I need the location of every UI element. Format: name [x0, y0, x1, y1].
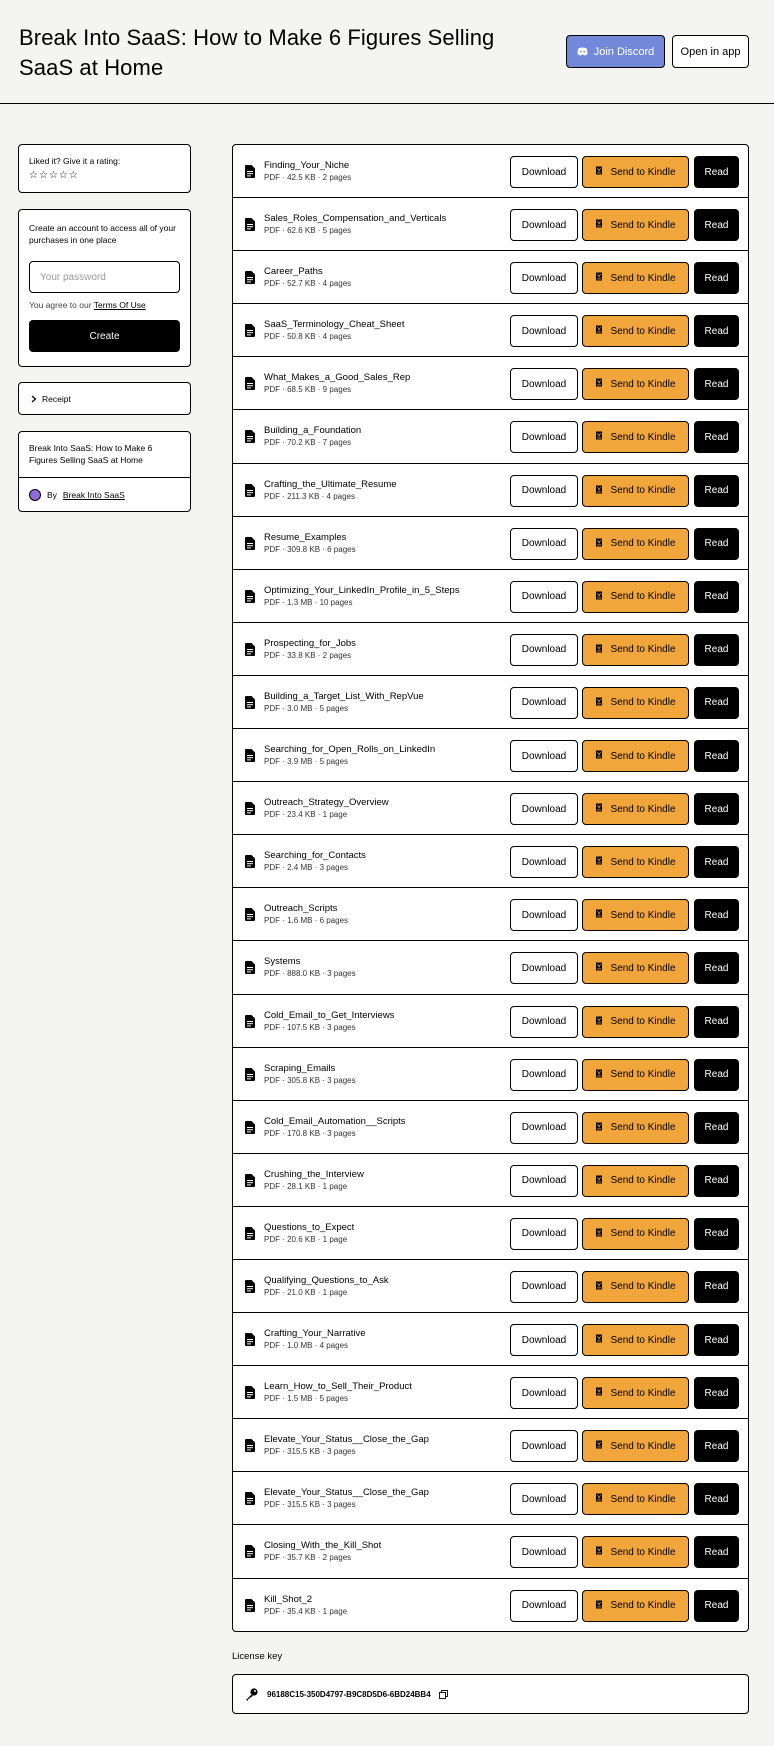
- kindle-icon: [595, 1175, 603, 1187]
- file-meta: PDF · 23.4 KB · 1 page: [264, 810, 348, 820]
- file-icon: [245, 1439, 255, 1452]
- file-row: [233, 835, 748, 888]
- download-button[interactable]: Download: [510, 687, 578, 719]
- send-to-kindle-button[interactable]: [582, 687, 689, 719]
- read-button[interactable]: Read: [694, 846, 739, 878]
- file-name: Career_Paths: [264, 266, 323, 278]
- send-to-kindle-label: Send to Kindle: [610, 591, 676, 603]
- file-meta: PDF · 21.0 KB · 1 page: [264, 1287, 348, 1297]
- send-to-kindle-label: Send to Kindle: [610, 750, 676, 762]
- file-row: [233, 623, 748, 676]
- file-icon: [245, 1068, 255, 1081]
- download-button[interactable]: Download: [510, 1324, 578, 1356]
- send-to-kindle-label: Send to Kindle: [610, 1281, 676, 1293]
- file-icon: [245, 218, 255, 231]
- terms-of-use-link[interactable]: Terms Of Use: [93, 300, 146, 310]
- download-button[interactable]: Download: [510, 1218, 578, 1250]
- discord-icon: [577, 47, 588, 56]
- file-row: [233, 1579, 748, 1632]
- file-name: SaaS_Terminology_Cheat_Sheet: [264, 319, 405, 331]
- file-row: [233, 1154, 748, 1207]
- download-button[interactable]: Download: [510, 846, 578, 878]
- send-to-kindle-button[interactable]: [582, 1218, 689, 1250]
- read-button[interactable]: Read: [694, 1377, 739, 1409]
- read-button[interactable]: Read: [694, 793, 739, 825]
- chevron-right-icon: [31, 395, 37, 403]
- download-button[interactable]: Download: [510, 1112, 578, 1144]
- file-meta: PDF · 1.0 MB · 4 pages: [264, 1341, 349, 1351]
- download-button[interactable]: Download: [510, 368, 578, 400]
- file-icon: [245, 1121, 255, 1134]
- send-to-kindle-label: Send to Kindle: [610, 1493, 676, 1505]
- read-button[interactable]: Read: [694, 581, 739, 613]
- file-row: [233, 357, 748, 410]
- file-row: [233, 517, 748, 570]
- file-name: Elevate_Your_Status__Close_the_Gap: [264, 1434, 429, 1446]
- send-to-kindle-button[interactable]: [582, 740, 689, 772]
- page-title: Break Into SaaS: How to Make 6 Figures Selling SaaS at Home: [19, 25, 495, 80]
- file-row: [233, 251, 748, 304]
- file-icon: [245, 1333, 255, 1346]
- read-button[interactable]: Read: [694, 1112, 739, 1144]
- file-row: [233, 995, 748, 1048]
- download-button[interactable]: Download: [510, 581, 578, 613]
- kindle-icon: [595, 1016, 603, 1028]
- kindle-icon: [595, 166, 603, 178]
- file-icon: [245, 643, 255, 656]
- file-icon: [245, 165, 255, 178]
- send-to-kindle-label: Send to Kindle: [610, 1387, 676, 1399]
- kindle-icon: [595, 1281, 603, 1293]
- file-row: [233, 1366, 748, 1419]
- send-to-kindle-button[interactable]: [582, 899, 689, 931]
- kindle-icon: [595, 1228, 603, 1240]
- receipt-toggle[interactable]: [18, 382, 191, 415]
- download-button[interactable]: Download: [510, 1536, 578, 1568]
- product-title: Break Into SaaS: How to Make 6 Figures Selling SaaS at Home: [29, 443, 153, 465]
- send-to-kindle-button[interactable]: [582, 315, 689, 347]
- file-icon: [245, 1386, 255, 1399]
- read-button[interactable]: Read: [694, 1590, 739, 1622]
- read-button[interactable]: Read: [694, 262, 739, 294]
- file-row: [233, 304, 748, 357]
- file-icon: [245, 537, 255, 550]
- download-button[interactable]: Download: [510, 740, 578, 772]
- file-meta: PDF · 50.8 KB · 4 pages: [264, 332, 352, 342]
- read-button[interactable]: Read: [694, 1006, 739, 1038]
- file-icon: [245, 324, 255, 337]
- read-button[interactable]: Read: [694, 528, 739, 560]
- header: [0, 0, 774, 104]
- file-meta: PDF · 315.5 KB · 3 pages: [264, 1447, 356, 1457]
- download-button[interactable]: Download: [510, 1059, 578, 1091]
- avatar: [29, 489, 41, 501]
- kindle-icon: [595, 697, 603, 709]
- send-to-kindle-button[interactable]: [582, 1059, 689, 1091]
- file-meta: PDF · 35.7 KB · 2 pages: [264, 1553, 352, 1563]
- file-row: [233, 198, 748, 251]
- send-to-kindle-button[interactable]: [582, 368, 689, 400]
- send-to-kindle-label: Send to Kindle: [610, 325, 676, 337]
- kindle-icon: [595, 431, 603, 443]
- file-icon: [245, 377, 255, 390]
- file-meta: PDF · 20.6 KB · 1 page: [264, 1234, 348, 1244]
- download-button[interactable]: Download: [510, 1271, 578, 1303]
- send-to-kindle-label: Send to Kindle: [610, 644, 676, 656]
- send-to-kindle-label: Send to Kindle: [610, 1546, 676, 1558]
- download-button[interactable]: Download: [510, 156, 578, 188]
- read-button[interactable]: Read: [694, 687, 739, 719]
- kindle-icon: [595, 750, 603, 762]
- file-name: Learn_How_to_Sell_Their_Product: [264, 1381, 412, 1393]
- file-icon: [245, 802, 255, 815]
- send-to-kindle-label: Send to Kindle: [610, 856, 676, 868]
- file-row: [233, 464, 748, 517]
- file-icon: [245, 749, 255, 762]
- read-button[interactable]: Read: [694, 368, 739, 400]
- file-name: Questions_to_Expect: [264, 1221, 355, 1233]
- file-name: Cold_Email_to_Get_Interviews: [264, 1009, 395, 1021]
- join-discord-label: Join Discord: [593, 45, 655, 58]
- send-to-kindle-label: Send to Kindle: [610, 431, 676, 443]
- read-button[interactable]: Read: [694, 952, 739, 984]
- file-meta: PDF · 52.7 KB · 4 pages: [264, 279, 352, 289]
- file-icon: [245, 1280, 255, 1293]
- file-name: Prospecting_for_Jobs: [264, 637, 356, 649]
- download-button[interactable]: Download: [510, 952, 578, 984]
- star-icon[interactable]: ☆: [38, 170, 48, 181]
- read-button[interactable]: Read: [694, 475, 739, 507]
- license-key-label: License key: [232, 1651, 283, 1662]
- kindle-icon: [595, 325, 603, 337]
- read-button[interactable]: Read: [694, 899, 739, 931]
- file-name: Systems: [264, 956, 301, 968]
- kindle-icon: [595, 1440, 603, 1452]
- send-to-kindle-button[interactable]: [582, 475, 689, 507]
- file-meta: PDF · 1.5 MB · 5 pages: [264, 1394, 349, 1404]
- kindle-icon: [595, 591, 603, 603]
- send-to-kindle-button[interactable]: [582, 1324, 689, 1356]
- kindle-icon: [595, 909, 603, 921]
- send-to-kindle-button[interactable]: [582, 581, 689, 613]
- kindle-icon: [595, 1069, 603, 1081]
- file-name: Crushing_the_Interview: [264, 1168, 364, 1180]
- file-name: Finding_Your_Niche: [264, 160, 350, 171]
- file-icon: [245, 855, 255, 868]
- send-to-kindle-label: Send to Kindle: [610, 1069, 676, 1081]
- send-to-kindle-label: Send to Kindle: [610, 1334, 676, 1346]
- file-icon: [245, 590, 255, 603]
- open-in-app-button[interactable]: Open in app: [672, 35, 749, 68]
- file-icon: [245, 430, 255, 443]
- file-meta: PDF · 42.5 KB · 2 pages: [264, 173, 352, 182]
- send-to-kindle-label: Send to Kindle: [610, 485, 676, 497]
- file-icon: [245, 1227, 255, 1240]
- download-button[interactable]: Download: [510, 262, 578, 294]
- file-meta: PDF · 3.0 MB · 5 pages: [264, 703, 349, 713]
- file-name: Cold_Email_Automation__Scripts: [264, 1115, 406, 1127]
- product-card: [18, 431, 191, 512]
- file-meta: PDF · 211.3 KB · 4 pages: [264, 491, 356, 501]
- kindle-icon: [595, 1387, 603, 1399]
- file-name: Elevate_Your_Status__Close_the_Gap: [264, 1487, 429, 1499]
- read-button[interactable]: Read: [694, 209, 739, 241]
- send-to-kindle-label: Send to Kindle: [610, 1122, 676, 1134]
- file-name: Crafting_Your_Narrative: [264, 1328, 366, 1340]
- file-icon: [245, 1015, 255, 1028]
- star-icon[interactable]: ☆: [29, 170, 38, 181]
- read-button[interactable]: Read: [694, 1218, 739, 1250]
- read-button[interactable]: Read: [694, 634, 739, 666]
- file-name: Resume_Examples: [264, 531, 347, 543]
- file-row: [233, 1207, 748, 1260]
- read-button[interactable]: Read: [694, 1059, 739, 1091]
- file-name: What_Makes_a_Good_Sales_Rep: [264, 372, 411, 384]
- file-name: Closing_With_the_Kill_Shot: [264, 1540, 382, 1552]
- file-row: [233, 1472, 748, 1525]
- read-button[interactable]: Read: [694, 1271, 739, 1303]
- file-icon: [245, 484, 255, 497]
- file-row: [233, 570, 748, 623]
- file-row: [233, 888, 748, 941]
- kindle-icon: [595, 1493, 603, 1505]
- send-to-kindle-button[interactable]: [582, 1377, 689, 1409]
- download-button[interactable]: Download: [510, 899, 578, 931]
- send-to-kindle-button[interactable]: [582, 634, 689, 666]
- product-author: [19, 477, 190, 512]
- star-icon[interactable]: ☆: [48, 170, 58, 181]
- file-meta: PDF · 888.0 KB · 3 pages: [264, 969, 356, 979]
- file-meta: PDF · 1.6 MB · 6 pages: [264, 916, 349, 926]
- kindle-icon: [595, 1334, 603, 1346]
- agree-prefix: You agree to our: [29, 300, 92, 310]
- send-to-kindle-label: Send to Kindle: [610, 1600, 676, 1612]
- read-button[interactable]: Read: [694, 1324, 739, 1356]
- license-key-value: 96188C15-350D4797-B9C8D5D6-6BD24BB4: [267, 1689, 431, 1699]
- copy-icon[interactable]: [439, 1690, 448, 1699]
- send-to-kindle-label: Send to Kindle: [610, 803, 676, 815]
- download-button[interactable]: Download: [510, 1006, 578, 1038]
- file-icon: [245, 1545, 255, 1558]
- file-row: [233, 729, 748, 782]
- send-to-kindle-button[interactable]: [582, 793, 689, 825]
- kindle-icon: [595, 1546, 603, 1558]
- star-rating[interactable]: [29, 170, 180, 181]
- download-button[interactable]: Download: [510, 315, 578, 347]
- send-to-kindle-button[interactable]: [582, 1590, 689, 1622]
- file-row: [233, 941, 748, 994]
- kindle-icon: [595, 219, 603, 231]
- send-to-kindle-label: Send to Kindle: [610, 962, 676, 974]
- file-row: [233, 1260, 748, 1313]
- file-meta: PDF · 28.1 KB · 1 page: [264, 1181, 348, 1191]
- read-button[interactable]: Read: [694, 1165, 739, 1197]
- send-to-kindle-button[interactable]: [582, 209, 689, 241]
- send-to-kindle-button[interactable]: [582, 952, 689, 984]
- file-icon: [245, 908, 255, 921]
- download-button[interactable]: Download: [510, 634, 578, 666]
- file-name: Sales_Roles_Compensation_and_Verticals: [264, 213, 447, 225]
- file-meta: PDF · 33.8 KB · 2 pages: [264, 650, 352, 660]
- receipt-label: Receipt: [42, 393, 71, 404]
- file-row: [233, 410, 748, 463]
- join-discord-button[interactable]: [566, 35, 665, 68]
- kindle-icon: [595, 644, 603, 656]
- send-to-kindle-label: Send to Kindle: [610, 697, 676, 709]
- file-meta: PDF · 1.3 MB · 10 pages: [264, 597, 353, 607]
- send-to-kindle-button[interactable]: [582, 1430, 689, 1462]
- file-name: Scraping_Emails: [264, 1062, 336, 1074]
- download-button[interactable]: Download: [510, 475, 578, 507]
- send-to-kindle-button[interactable]: [582, 846, 689, 878]
- send-to-kindle-button[interactable]: [582, 1483, 689, 1515]
- file-row: [233, 1313, 748, 1366]
- send-to-kindle-label: Send to Kindle: [610, 1228, 676, 1240]
- send-to-kindle-label: Send to Kindle: [610, 909, 676, 921]
- account-text: Create an account to access all of your purchases in one place: [29, 223, 176, 245]
- read-button[interactable]: Read: [694, 421, 739, 453]
- file-icon: [245, 961, 255, 974]
- send-to-kindle-label: Send to Kindle: [610, 219, 676, 231]
- file-name: Qualifying_Questions_to_Ask: [264, 1274, 389, 1286]
- file-meta: PDF · 107.5 KB · 3 pages: [264, 1022, 356, 1032]
- file-row: [233, 1525, 748, 1578]
- file-name: Kill_Shot_2: [264, 1593, 313, 1605]
- key-icon: [245, 1687, 259, 1701]
- rating-card: [18, 144, 191, 193]
- download-button[interactable]: Download: [510, 209, 578, 241]
- terms-notice: [29, 300, 180, 310]
- create-account-card: [18, 209, 191, 367]
- file-name: Crafting_the_Ultimate_Resume: [264, 478, 397, 490]
- kindle-icon: [595, 856, 603, 868]
- kindle-icon: [595, 538, 603, 550]
- file-icon: [245, 1174, 255, 1187]
- read-button[interactable]: Read: [694, 1536, 739, 1568]
- send-to-kindle-button[interactable]: [582, 1165, 689, 1197]
- download-button[interactable]: Download: [510, 1430, 578, 1462]
- read-button[interactable]: Read: [694, 1483, 739, 1515]
- send-to-kindle-button[interactable]: [582, 262, 689, 294]
- read-button[interactable]: Read: [694, 315, 739, 347]
- send-to-kindle-label: Send to Kindle: [610, 166, 676, 178]
- download-button[interactable]: Download: [510, 1165, 578, 1197]
- read-button[interactable]: Read: [694, 1430, 739, 1462]
- kindle-icon: [595, 272, 603, 284]
- file-icon: [245, 1492, 255, 1505]
- file-meta: PDF · 35.4 KB · 1 page: [264, 1606, 348, 1616]
- file-name: Building_a_Target_List_With_RepVue: [264, 690, 424, 702]
- author-prefix: By: [47, 490, 57, 500]
- file-icon: [245, 271, 255, 284]
- download-button[interactable]: Download: [510, 421, 578, 453]
- kindle-icon: [595, 1600, 603, 1612]
- file-name: Optimizing_Your_LinkedIn_Profile_in_5_Steps: [264, 584, 460, 596]
- file-row: [233, 1419, 748, 1472]
- send-to-kindle-button[interactable]: [582, 1271, 689, 1303]
- send-to-kindle-button[interactable]: [582, 1112, 689, 1144]
- file-meta: PDF · 309.8 KB · 6 pages: [264, 544, 356, 554]
- file-row: [233, 1048, 748, 1101]
- star-icon[interactable]: ☆: [58, 170, 68, 181]
- file-meta: PDF · 62.6 KB · 5 pages: [264, 226, 352, 236]
- file-meta: PDF · 170.8 KB · 3 pages: [264, 1128, 356, 1138]
- download-button[interactable]: Download: [510, 1483, 578, 1515]
- kindle-icon: [595, 485, 603, 497]
- send-to-kindle-label: Send to Kindle: [610, 1175, 676, 1187]
- file-meta: PDF · 315.5 KB · 3 pages: [264, 1500, 356, 1510]
- download-button[interactable]: Download: [510, 528, 578, 560]
- kindle-icon: [595, 1122, 603, 1134]
- send-to-kindle-button[interactable]: [582, 421, 689, 453]
- file-meta: PDF · 305.8 KB · 3 pages: [264, 1075, 356, 1085]
- file-row: [233, 782, 748, 835]
- file-meta: PDF · 70.2 KB · 7 pages: [264, 438, 352, 448]
- send-to-kindle-label: Send to Kindle: [610, 272, 676, 284]
- send-to-kindle-label: Send to Kindle: [610, 1440, 676, 1452]
- send-to-kindle-label: Send to Kindle: [610, 538, 676, 550]
- file-meta: PDF · 2.4 MB · 3 pages: [264, 863, 349, 873]
- file-icon: [245, 1599, 255, 1612]
- download-button[interactable]: Download: [510, 1377, 578, 1409]
- file-name: Searching_for_Open_Rolls_on_LinkedIn: [264, 744, 436, 756]
- kindle-icon: [595, 378, 603, 390]
- download-button[interactable]: Download: [510, 1590, 578, 1622]
- kindle-icon: [595, 962, 603, 974]
- kindle-icon: [595, 803, 603, 815]
- send-to-kindle-button[interactable]: [582, 1536, 689, 1568]
- read-button[interactable]: Read: [694, 740, 739, 772]
- file-meta: PDF · 68.5 KB · 9 pages: [264, 385, 352, 395]
- send-to-kindle-label: Send to Kindle: [610, 378, 676, 390]
- file-row: [233, 145, 748, 198]
- license-key-box: [232, 1674, 749, 1714]
- create-button[interactable]: Create: [29, 320, 180, 352]
- file-meta: PDF · 3.9 MB · 5 pages: [264, 757, 349, 767]
- star-icon[interactable]: ☆: [68, 170, 78, 181]
- file-name: Building_a_Foundation: [264, 425, 362, 437]
- send-to-kindle-button[interactable]: [582, 156, 689, 188]
- rating-prompt: Liked it? Give it a rating:: [29, 156, 121, 166]
- password-input[interactable]: [29, 261, 180, 293]
- file-row: [233, 676, 748, 729]
- send-to-kindle-button[interactable]: [582, 1006, 689, 1038]
- download-button[interactable]: Download: [510, 793, 578, 825]
- file-name: Outreach_Strategy_Overview: [264, 797, 389, 809]
- send-to-kindle-label: Send to Kindle: [610, 1016, 676, 1027]
- file-row: [233, 1101, 748, 1154]
- send-to-kindle-button[interactable]: [582, 528, 689, 560]
- file-icon: [245, 696, 255, 709]
- read-button[interactable]: Read: [694, 156, 739, 188]
- author-link[interactable]: Break Into SaaS: [62, 490, 125, 500]
- file-name: Outreach_Scripts: [264, 903, 338, 915]
- file-name: Searching_for_Contacts: [264, 850, 366, 862]
- file-list: [232, 144, 749, 1632]
